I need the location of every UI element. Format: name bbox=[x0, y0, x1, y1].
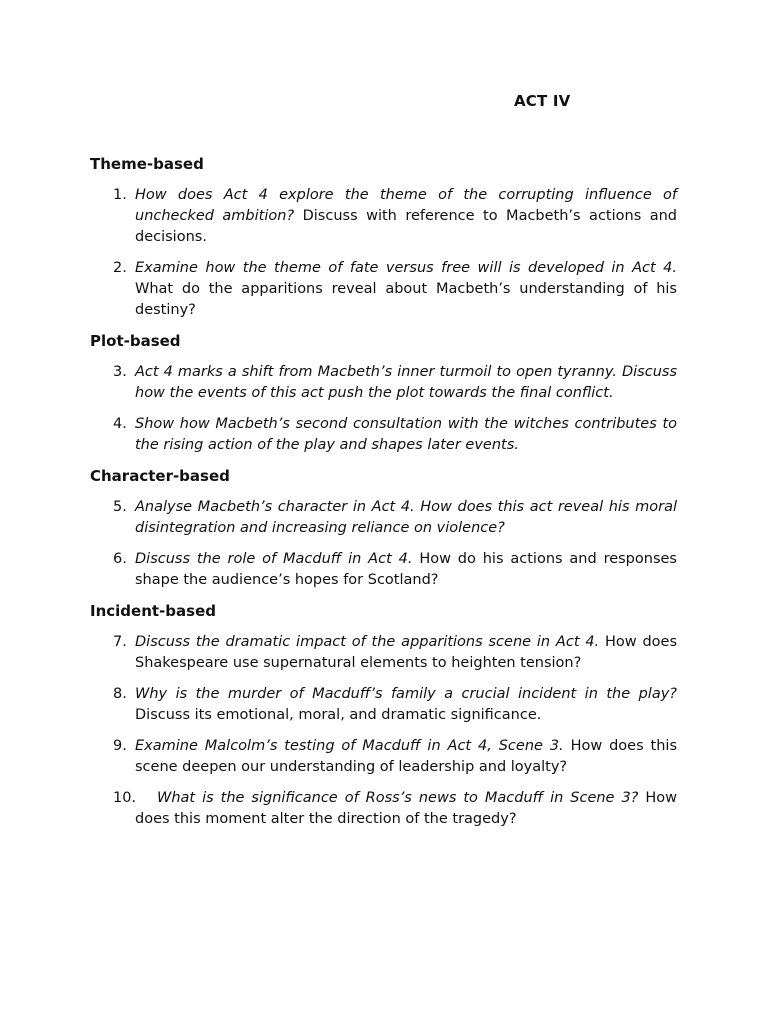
question-item bbox=[90, 362, 677, 404]
question-number: 10. bbox=[113, 790, 137, 806]
question-item bbox=[90, 549, 677, 591]
question-plain: How does this moment alter the direction of the tragedy? bbox=[135, 790, 678, 827]
question-plain: What do the apparitions reveal about Macbeth’s understanding of his destiny? bbox=[135, 281, 677, 318]
question-item bbox=[90, 414, 677, 456]
question-item bbox=[90, 736, 677, 778]
question-italic: Show how Macbeth’s second consultation with the witches contributes to the rising action of the play and shapes later events. bbox=[135, 416, 677, 453]
question-number: 6. bbox=[113, 551, 127, 567]
question-text bbox=[135, 414, 677, 456]
question-number: 4. bbox=[113, 416, 127, 432]
question-plain: Discuss with reference to Macbeth’s actions and decisions. bbox=[135, 208, 677, 245]
question-italic: Discuss the role of Macduff in Act 4. bbox=[135, 551, 413, 567]
question-item bbox=[90, 185, 677, 248]
question-text bbox=[135, 258, 677, 321]
question-text bbox=[135, 549, 677, 591]
question-text bbox=[135, 497, 677, 539]
question-number: 1. bbox=[113, 187, 127, 203]
section-heading-theme: Theme-based bbox=[90, 155, 204, 173]
question-text bbox=[135, 362, 677, 404]
question-italic: What is the significance of Ross’s news to Macduff in Scene 3? bbox=[157, 790, 639, 806]
question-italic: Discuss the dramatic impact of the apparitions scene in Act 4. bbox=[135, 634, 600, 650]
section-heading-incident: Incident-based bbox=[90, 602, 216, 620]
question-plain: Discuss its emotional, moral, and dramatic significance. bbox=[135, 707, 542, 723]
question-plain: How do his actions and responses shape the audience’s hopes for Scotland? bbox=[135, 551, 677, 588]
question-number: 9. bbox=[113, 738, 127, 754]
question-italic: How does Act 4 explore the theme of the corrupting influence of unchecked ambition? bbox=[135, 187, 677, 224]
question-italic: Act 4 marks a shift from Macbeth’s inner turmoil to open tyranny. Discuss how the events of this act push the plot towards the final conflict. bbox=[135, 364, 677, 401]
question-plain: How does this scene deepen our understanding of leadership and loyalty? bbox=[135, 738, 677, 775]
question-italic: Examine Malcolm’s testing of Macduff in Act 4, Scene 3. bbox=[135, 738, 564, 754]
question-list bbox=[90, 154, 677, 840]
section-heading-plot: Plot-based bbox=[90, 332, 181, 350]
question-number: 8. bbox=[113, 686, 127, 702]
question-item bbox=[90, 497, 677, 539]
page-title: ACT IV bbox=[514, 92, 571, 110]
question-item bbox=[90, 632, 677, 674]
question-plain: How does Shakespeare use supernatural elements to heighten tension? bbox=[135, 634, 678, 671]
question-number: 7. bbox=[113, 634, 127, 650]
question-number: 5. bbox=[113, 499, 127, 515]
question-italic: Why is the murder of Macduff’s family a crucial incident in the play? bbox=[135, 686, 677, 702]
question-italic: Examine how the theme of fate versus free will is developed in Act 4. bbox=[135, 260, 677, 276]
question-item bbox=[90, 684, 677, 726]
question-item bbox=[90, 788, 677, 830]
question-text bbox=[135, 684, 677, 726]
question-text bbox=[135, 185, 677, 248]
section-heading-character: Character-based bbox=[90, 467, 230, 485]
question-number: 2. bbox=[113, 260, 127, 276]
question-text bbox=[135, 788, 677, 830]
question-item bbox=[90, 258, 677, 321]
question-number: 3. bbox=[113, 364, 127, 380]
question-text bbox=[135, 632, 677, 674]
question-italic: Analyse Macbeth’s character in Act 4. How does this act reveal his moral disintegration and increasing reliance on violence? bbox=[135, 499, 677, 536]
question-text bbox=[135, 736, 677, 778]
